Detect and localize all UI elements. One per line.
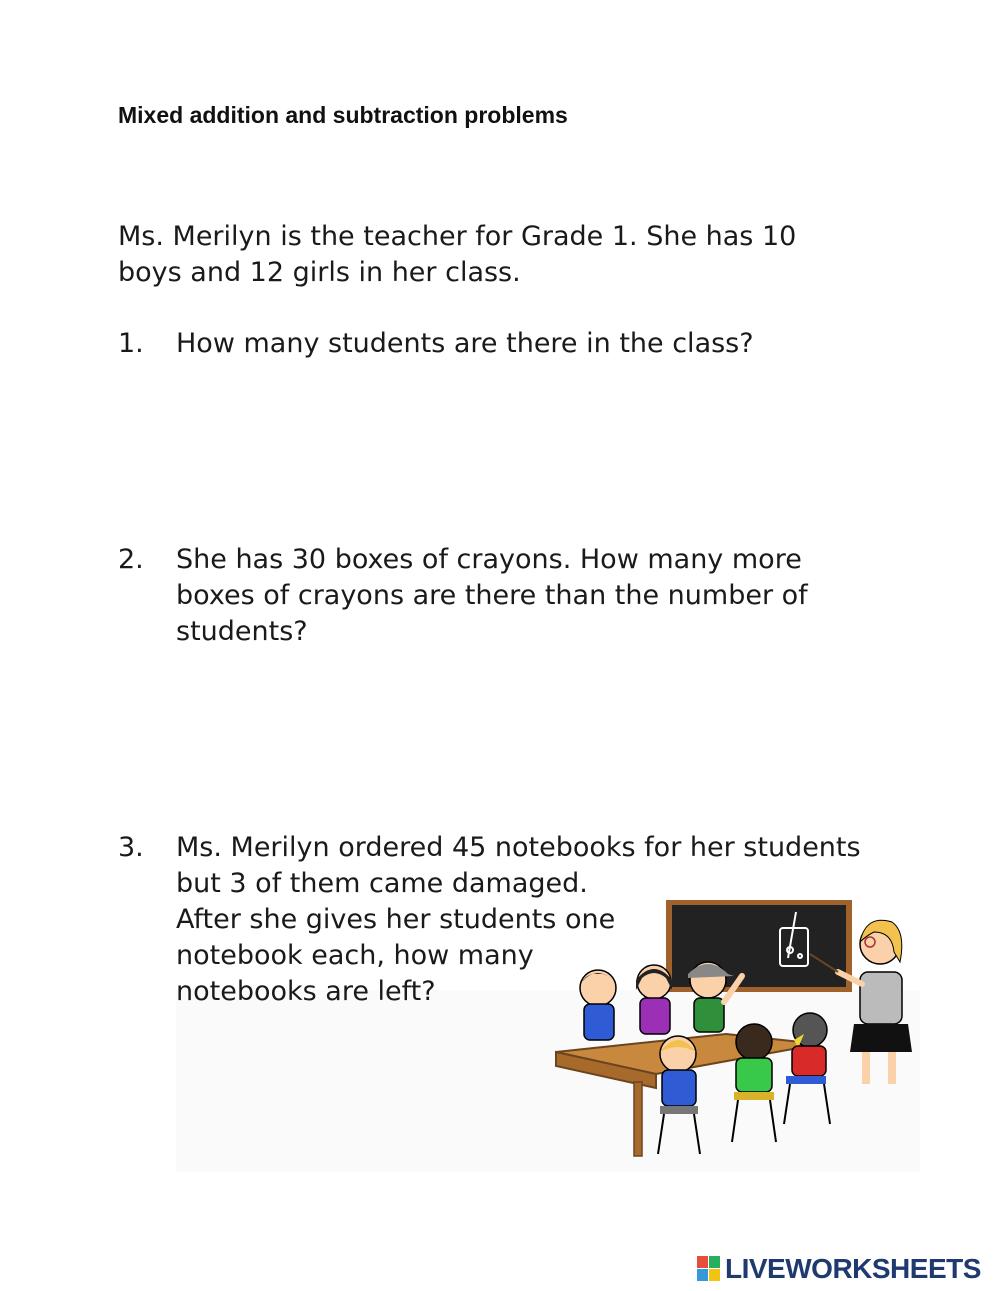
classroom-illustration [548,892,920,1172]
question-text: How many students are there in the class? [176,328,754,359]
question-number: 1. [118,328,144,359]
child-icon [580,970,616,1040]
question-text-line: notebooks are left? [176,976,436,1007]
child-icon [660,1036,698,1114]
question-number: 2. [118,544,144,575]
child-icon [636,965,672,1034]
question-text-line: notebook each, how many [176,940,534,971]
worksheet-title: Mixed addition and subtraction problems [118,102,568,128]
desk-leg [634,1082,642,1156]
question-text: She has 30 boxes of crayons. How many more boxes of crayons are there than the number of students? [176,544,808,647]
question-number: 3. [118,832,144,863]
liveworksheets-logo [697,1254,981,1284]
question-text-line: but 3 of them came damaged. [176,868,588,899]
blocks-icon [697,1256,721,1282]
question-text-line: Ms. Merilyn ordered 45 notebooks for her students [176,832,861,863]
brand-name: LIVEWORKSHEETS [725,1253,981,1284]
question-text-line: After she gives her students one [176,904,616,935]
problem-intro: Ms. Merilyn is the teacher for Grade 1. She has 10 boys and 12 girls in her class. [118,221,797,288]
child-icon [734,1024,774,1100]
